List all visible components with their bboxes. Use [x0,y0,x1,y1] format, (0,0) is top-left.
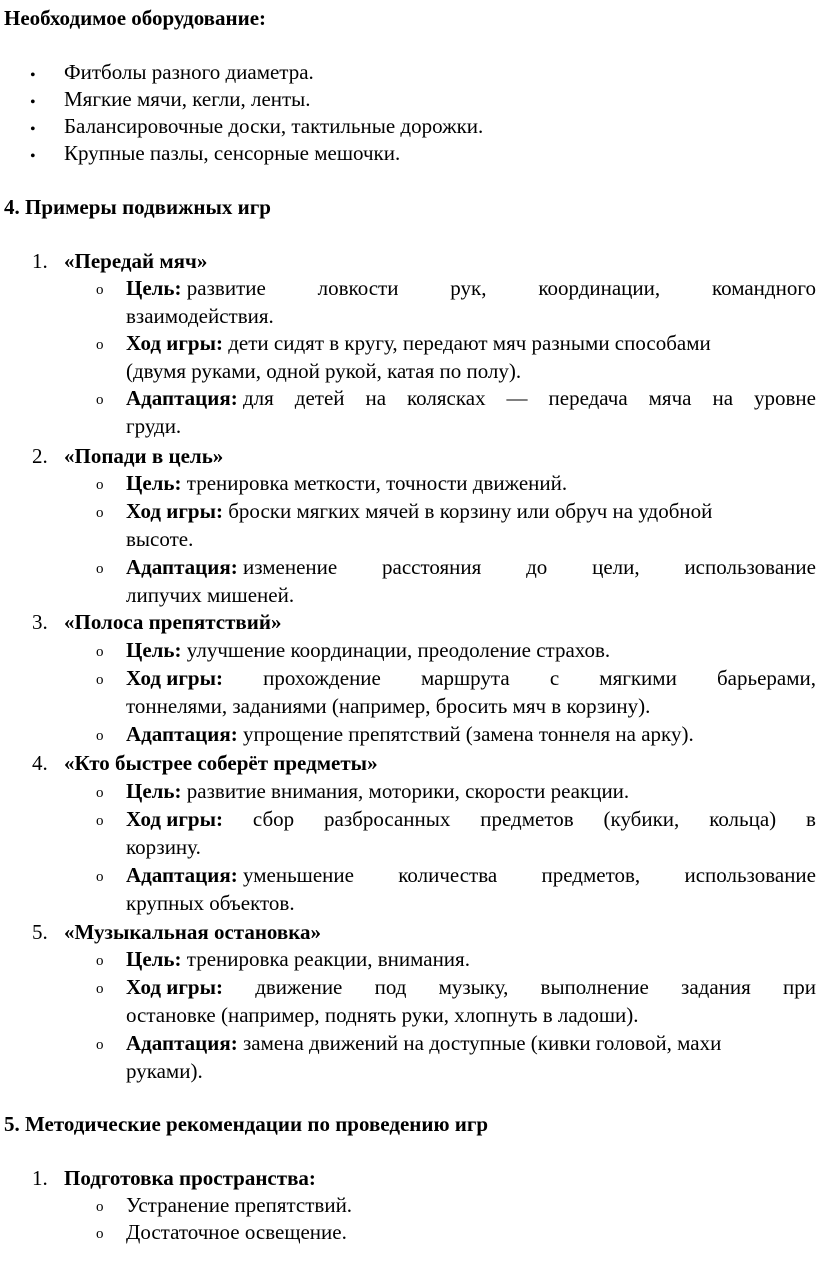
game-title: «Полоса препятствий» [64,610,282,634]
game-adaptation: Адаптация: упрощение препятствий (замена тоннеля на арку). [126,722,694,746]
sub-marker: o [96,869,104,885]
sub-marker: o [96,1037,104,1053]
section-5-heading: 5. Методические рекомендации по проведению игр [4,1112,489,1136]
bullet-marker: • [30,94,36,111]
sub-marker: o [96,728,104,744]
item-number: 1. [32,1166,48,1190]
sub-marker: o [96,1226,104,1242]
sub-marker: o [96,1199,104,1215]
move-label: Ход игры: [126,331,223,355]
adapt-label: Адаптация: [126,386,238,410]
sub-marker: o [96,644,104,660]
game-adaptation: Адаптация: замена движений на доступные (кивки головой, махи [126,1031,722,1055]
game-goal-cont: взаимодействия. [126,304,274,328]
move-label: Ход игры: [126,807,223,831]
adapt-label: Адаптация: [126,863,238,887]
sub-marker: o [96,337,104,353]
adapt-label: Адаптация: [126,722,238,746]
game-adaptation: Адаптация: изменение расстояния до цели, использование [126,555,816,579]
goal-label: Цель: [126,276,182,300]
sub-marker: o [96,282,104,298]
item-number: 4. [32,751,48,775]
game-goal: Цель: тренировка меткости, точности движений. [126,471,568,495]
game-title: «Кто быстрее соберёт предметы» [64,751,378,775]
game-move: Ход игры: броски мягких мячей в корзину или обруч на удобной [126,499,713,523]
game-move-cont: корзину. [126,835,201,859]
bullet-marker: • [30,148,36,165]
game-title: «Музыкальная остановка» [64,920,322,944]
list-item: Балансировочные доски, тактильные дорожки. [64,114,484,138]
game-move: Ход игры: прохождение маршрута с мягкими барьерами, [126,666,816,690]
game-adaptation-cont: груди. [126,414,182,438]
sub-marker: o [96,505,104,521]
sub-marker: o [96,561,104,577]
game-move: Ход игры: движение под музыку, выполнение задания при [126,975,816,999]
goal-label: Цель: [126,779,182,803]
sub-marker: o [96,785,104,801]
sub-marker: o [96,953,104,969]
item-number: 3. [32,610,48,634]
sub-marker: o [96,477,104,493]
sub-marker: o [96,981,104,997]
move-label: Ход игры: [126,975,223,999]
game-goal: Цель: улучшение координации, преодоление страхов. [126,638,611,662]
game-title: «Передай мяч» [64,249,208,273]
game-goal: Цель: развитие внимания, моторики, скорости реакции. [126,779,630,803]
game-goal: Цель: развитие ловкости рук, координации, командного [126,276,816,300]
game-adaptation: Адаптация: для детей на колясках — передача мяча на уровне [126,386,816,410]
game-move-cont: высоте. [126,527,194,551]
game-goal: Цель: тренировка реакции, внимания. [126,947,470,971]
game-adaptation-cont: руками). [126,1059,203,1083]
game-adaptation-cont: крупных объектов. [126,891,295,915]
list-item: Крупные пазлы, сенсорные мешочки. [64,141,401,165]
item-number: 1. [32,249,48,273]
game-adaptation: Адаптация: уменьшение количества предметов, использование [126,863,816,887]
game-move: Ход игры: сбор разбросанных предметов (кубики, кольца) в [126,807,816,831]
sub-marker: o [96,392,104,408]
game-move-cont: тоннелями, заданиями (например, бросить мяч в корзину). [126,694,651,718]
equipment-heading: Необходимое оборудование: [4,6,267,30]
bullet-marker: • [30,67,36,84]
goal-label: Цель: [126,471,182,495]
sub-marker: o [96,813,104,829]
move-label: Ход игры: [126,666,223,690]
goal-label: Цель: [126,947,182,971]
sub-marker: o [96,672,104,688]
recommendation-sub: Устранение препятствий. [126,1193,353,1217]
game-move-cont: (двумя руками, одной рукой, катая по полу). [126,359,522,383]
list-item: Фитболы разного диаметра. [64,60,314,84]
adapt-label: Адаптация: [126,555,238,579]
game-move-cont: остановке (например, поднять руки, хлопнуть в ладоши). [126,1003,639,1027]
move-label: Ход игры: [126,499,223,523]
recommendation-sub: Достаточное освещение. [126,1220,347,1244]
goal-label: Цель: [126,638,182,662]
bullet-marker: • [30,121,36,138]
recommendation-title: Подготовка пространства: [64,1166,316,1190]
list-item: Мягкие мячи, кегли, ленты. [64,87,311,111]
section-4-heading: 4. Примеры подвижных игр [4,195,271,219]
item-number: 5. [32,920,48,944]
game-move: Ход игры: дети сидят в кругу, передают мяч разными способами [126,331,711,355]
game-title: «Попади в цель» [64,444,224,468]
item-number: 2. [32,444,48,468]
adapt-label: Адаптация: [126,1031,238,1055]
game-adaptation-cont: липучих мишеней. [126,583,295,607]
